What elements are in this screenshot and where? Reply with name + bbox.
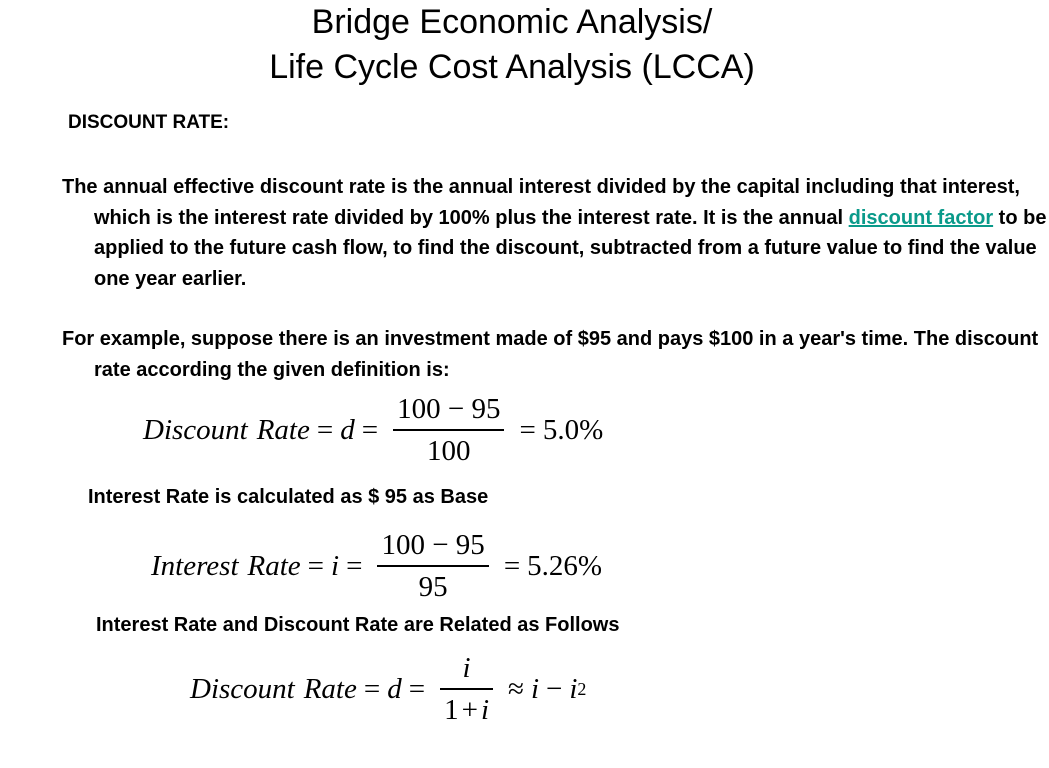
eq3-denominator-i: i — [480, 693, 490, 726]
paragraph-example: For example, suppose there is an investment made of $95 and pays $100 in a year's time. The discount rate according the given definition is: — [62, 328, 1039, 381]
equation-discount-rate: Discount Rate = d = $\frac{100 - 95}{100}$ = 5.0% — [143, 393, 604, 467]
eq3-rhs-i2: i — [569, 672, 578, 705]
eq2-fraction — [377, 528, 488, 604]
eq3-symbol: d — [387, 672, 402, 705]
eq3-rhs-i: i — [530, 672, 539, 705]
eq1-fraction — [393, 392, 504, 468]
eq1-lhs-word2: Rate — [256, 413, 310, 446]
slide-title — [0, 0, 1024, 90]
eq2-numerator: 100 − 95 — [381, 529, 485, 562]
section-label: DISCOUNT RATE: — [68, 112, 230, 133]
eq1-symbol: d — [340, 413, 355, 446]
eq3-fraction — [440, 651, 493, 727]
caption-relation: Interest Rate and Discount Rate are Related as Follows — [96, 614, 620, 636]
paragraph-definition — [62, 172, 1049, 294]
eq2-lhs-word1: Interest — [151, 549, 239, 582]
eq3-denominator — [440, 690, 493, 727]
eq3-denominator-one: 1 — [444, 693, 459, 726]
eq3-denominator-plus: + — [461, 693, 478, 726]
equation-relation: Discount Rate = d = $\frac{i}{1 + i}$ ≈ i − i 2 — [190, 652, 587, 726]
title-line-1: Bridge Economic Analysis/ — [311, 3, 713, 41]
eq1-result: 5.0% — [542, 413, 604, 446]
paragraph-definition-text-before: The annual effective discount rate is the annual interest divided by the capital including that interest, which is the interest rate divided by 100% plus the interest rate. It is the annual — [62, 176, 1020, 229]
eq2-denominator: 95 — [418, 570, 448, 603]
eq3-lhs-word1: Discount — [190, 672, 295, 705]
eq1-numerator: 100 − 95 — [397, 393, 501, 426]
eq2-symbol: i — [331, 549, 340, 582]
caption-interest-rate: Interest Rate is calculated as $ 95 as Base — [88, 486, 489, 508]
eq1-lhs-word1: Discount — [143, 413, 248, 446]
eq3-lhs-word2: Rate — [303, 672, 357, 705]
paragraph-definition-text-after: to be applied to the future cash flow, to find the discount, subtracted from a future value to find the value one year earlier. — [94, 206, 1047, 290]
eq1-denominator: 100 — [427, 434, 471, 467]
discount-factor-link[interactable]: discount factor — [848, 206, 994, 229]
eq3-approx: ≈ — [508, 672, 524, 705]
eq2-result: 5.26% — [527, 549, 603, 582]
eq3-numerator: i — [462, 652, 471, 685]
title-line-2: Life Cycle Cost Analysis (LCCA) — [269, 48, 755, 86]
eq3-rhs-minus: − — [546, 672, 563, 705]
eq2-lhs-word2: Rate — [247, 549, 301, 582]
eq3-rhs-exponent: 2 — [577, 678, 587, 699]
equation-interest-rate: Interest Rate = i = $\frac{100 - 95}{95}$ = 5.26% — [151, 529, 603, 603]
